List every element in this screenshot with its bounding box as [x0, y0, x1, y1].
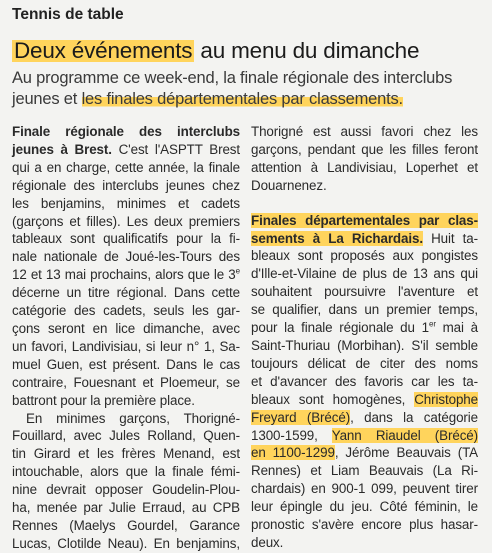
right-line: attention à Landivisiau, Loperhet et: [251, 159, 478, 175]
right-line: Douarnenez.: [251, 177, 327, 193]
paragraph-gap: [251, 195, 478, 212]
left-line: régionale des interclubs jeunes chez: [12, 177, 240, 193]
right-line: Saint-Thuriau (Morbihan). S'il semble: [251, 337, 478, 353]
line-plain: , Jérôme Beauvais (TA: [334, 445, 478, 461]
left-line-text: C'est l'ASPTT Brest: [111, 141, 241, 157]
left-line: intouchable, alors que la finale fémi-: [12, 464, 240, 480]
left-line: Lucas, Clotilde Neau). En benjamins,: [12, 535, 240, 551]
left-line: 12 et 13 mai prochains, alors que le 3e: [12, 266, 240, 283]
lede-line-2-plain: jeunes et: [12, 90, 82, 108]
left-line: En minimes garçons, Thorigné-: [26, 410, 240, 426]
name-highlight: Freyard (Brécé): [251, 409, 351, 425]
left-line: décerne un titre régional. Dans cette: [12, 285, 240, 301]
headline: [12, 38, 419, 64]
line-plain: bleaux sont homogènes,: [251, 391, 415, 407]
section-title-mark: sements à La Richardais.: [251, 230, 423, 246]
left-line: battront pour la première place.: [12, 392, 195, 408]
left-line: ha, menée par Julie Erraud, au CPB: [12, 500, 240, 516]
left-line: qui a en charge, cette année, la finale: [12, 159, 240, 175]
section-title-line-2: [251, 230, 478, 248]
section-title-rest: Huit ta-: [422, 230, 478, 246]
right-line: d'Ille-et-Vilaine de plus de 13 ans qui: [251, 266, 478, 282]
right-line: souhaitent poursuivre l'aventure et: [251, 284, 478, 300]
left-line: un favori, Landivisiau, si leur n° 1, Sa-: [12, 338, 240, 354]
right-line: [251, 409, 478, 427]
right-line: deux.: [251, 534, 284, 550]
name-highlight: Yann Riaudel (Brécé): [331, 427, 478, 443]
headline-highlighted: Deux événements: [14, 38, 193, 63]
right-line: bleaux sont proposés aux pongistes: [251, 248, 478, 264]
left-line: nine devrait opposer Goudelin-Plou-: [12, 482, 240, 498]
right-line: pronostic s'avère encore plus hasar-: [251, 517, 478, 533]
left-line: catégorie des cadets, seuls les gar-: [12, 303, 240, 319]
left-line-bold: jeunes à Brest.: [12, 141, 112, 157]
left-line: Finale régionale des interclubs: [12, 124, 240, 139]
left-line: contraire, Fouesnant et Ploemeur, se: [12, 374, 240, 390]
right-line: se qualifier, dans un premier temps,: [251, 302, 478, 318]
right-column: [251, 123, 478, 552]
left-column: [12, 123, 240, 553]
left-line: [12, 141, 240, 159]
lede-line-2: [12, 89, 488, 110]
right-line: leur épingle du jeu. Côté féminin, le: [251, 499, 478, 515]
right-line: Rennes) et Liam Beauvais (La Ri-: [251, 463, 478, 479]
right-line: et d'avancer des favoris car les ta-: [251, 373, 478, 389]
section-title-line-1: [251, 212, 478, 230]
left-line: tableaux sont qualificatifs pour la fi-: [12, 231, 240, 247]
left-line: nale nationale de Joué-les-Tours des: [12, 249, 240, 265]
left-line: les benjamins, minimes et cadets: [12, 195, 240, 211]
superscript: er: [428, 319, 436, 329]
right-line: pour la finale régionale du 1er mai à: [251, 319, 478, 336]
lede: [12, 68, 488, 110]
headline-rest: au menu du dimanche: [194, 38, 420, 63]
left-line: çons seront en lice dimanche, avec: [12, 320, 240, 336]
left-line: (garçons et filles). Les deux premiers: [12, 213, 240, 229]
right-line: [251, 427, 478, 445]
name-highlight: Christophe: [414, 391, 478, 407]
line-plain: 1300-1599,: [251, 427, 332, 443]
right-line: garçons, pendant que les filles feront: [251, 141, 478, 157]
right-line: [251, 444, 478, 462]
lede-line-2-highlight: les finales départementales par classements.: [81, 90, 403, 108]
superscript: e: [235, 266, 240, 276]
left-line: tin Girard et les frères Menand, est: [12, 446, 240, 462]
right-line: chardais) en 900-1 099, peuvent tirer: [251, 481, 478, 497]
left-line: Fouillard, avec Jules Rolland, Quen-: [12, 428, 240, 444]
left-line: muel Guen, est présent. Dans le cas: [12, 356, 240, 372]
section-rubric: Tennis de table: [12, 6, 124, 23]
right-line: toujours délicat de citer des noms: [251, 355, 478, 371]
name-highlight: en 1100-1299: [251, 445, 335, 461]
line-plain: , dans la catégorie: [350, 409, 478, 425]
lede-line-1: Au programme ce week-end, la finale régionale des interclubs: [12, 69, 453, 87]
section-title-mark: Finales départementales par clas-: [251, 212, 478, 228]
right-line: [251, 391, 478, 409]
right-line: Thorigné est aussi favori chez les: [251, 124, 478, 139]
left-line: Rennes (Maelys Gourdel, Garance: [12, 517, 240, 533]
